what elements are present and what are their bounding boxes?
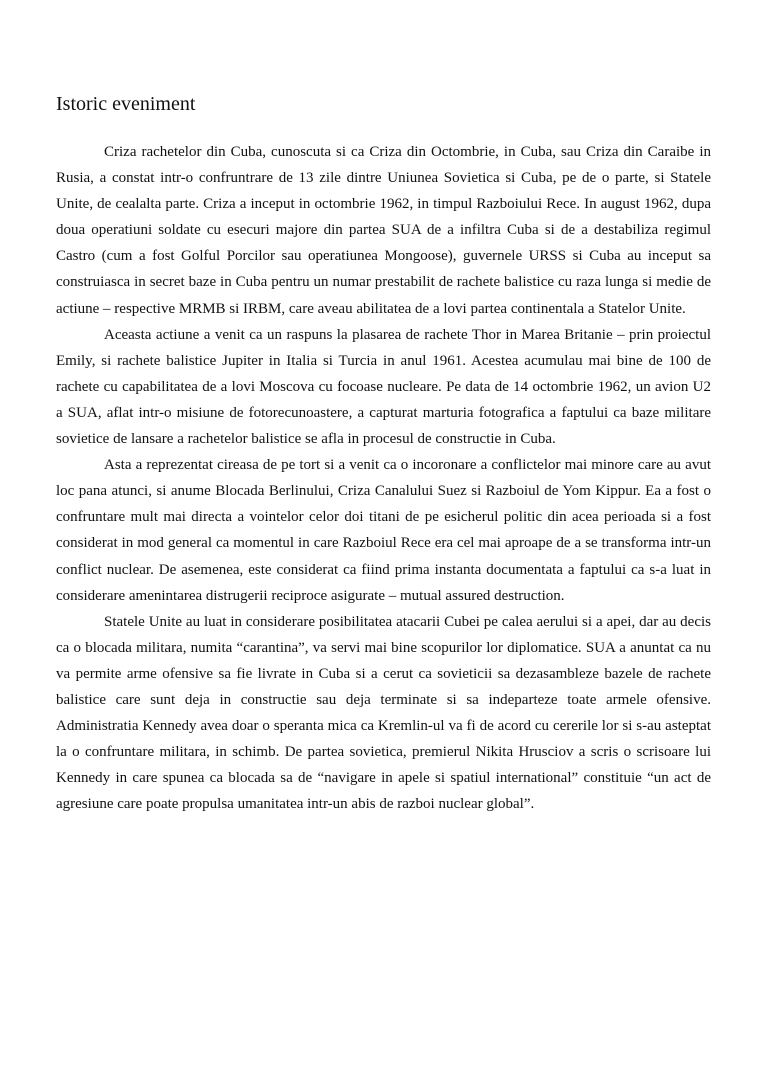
paragraph-1: Criza rachetelor din Cuba, cunoscuta si ca Criza din Octombrie, in Cuba, sau Criza din Caraibe in Rusia, a constat intr-o confruntrare de 13 zile dintre Uniunea Sovietica si Cuba, pe de o parte, si Statele Unite, de cealalta parte. Criza a inceput in octombrie 1962, in timpul Razboiului Rece. In august 1962, dupa doua operatiuni soldate cu esecuri majore din partea SUA de a infiltra Cuba si de a destabiliza regimul Castro (cum a fost Golful Porcilor sau operatiunea Mongoose), guvernele URSS si Cuba au inceput sa construiasca in secret baze in Cuba pentru un numar prestabilit de rachete balistice cu raza lunga si medie de actiune – respective MRMB si IRBM, care aveau abilitatea de a lovi partea continentala a Statelor Unite. [56,144,711,317]
paragraph-3: Asta a reprezentat cireasa de pe tort si a venit ca o incoronare a conflictelor mai minore care au avut loc pana atunci, si anume Blocada Berlinului, Criza Canalului Suez si Razboiul de Yom Kippur. Ea a fost o confruntare mult mai directa a vointelor celor doi titani de pe esicherul politic din acea perioada si a fost considerat in mod general ca momentul in care Razboiul Rece era cel mai aproape de a se transforma intr-un conflict nuclear. De asemenea, este considerat ca fiind prima instanta documentata a faptului ca s-a luat in considerare amenintarea distrugerii reciproce asigurate – mutual assured destruction. [56,457,711,604]
paragraph-2: Aceasta actiune a venit ca un raspuns la plasarea de rachete Thor in Marea Britanie – prin proiectul Emily, si rachete balistice Jupiter in Italia si Turcia in anul 1961. Acestea acumulau mai bine de 100 de rachete cu capabilitatea de a lovi Moscova cu focoase nucleare. Pe data de 14 octombrie 1962, un avion U2 a SUA, aflat intr-o misiune de fotorecunoastere, a capturat marturia fotografica a faptului ca baze militare sovietice de lansare a rachetelor balistice se afla in procesul de constructie in Cuba. [56,326,711,448]
section-heading: Istoric eveniment [56,93,196,115]
document-page [56,0,711,817]
document-body [56,139,711,817]
paragraph-4: Statele Unite au luat in considerare posibilitatea atacarii Cubei pe calea aerului si a apei, dar au decis ca o blocada militara, numita “carantina”, va servi mai bine scopurilor lor diplomatice. SUA a anuntat ca nu va permite arme ofensive sa fie livrate in Cuba si a cerut ca sovieticii sa dezasambleze bazele de rachete balistice care sunt deja in constructie sau deja terminate si sa indeparteze toate armele ofensive. Administratia Kennedy avea doar o speranta mica ca Kremlin-ul va fi de acord cu cererile lor si s-au asteptat la o confruntare militara, in schimb. De partea sovietica, premierul Nikita Hrusciov a scris o scrisoare lui Kennedy in care spunea ca blocada sa de “navigare in apele si spatiul international” constituie “un act de agresiune care poate propulsa umanitatea intr-un abis de razboi nuclear global”. [56,613,711,813]
